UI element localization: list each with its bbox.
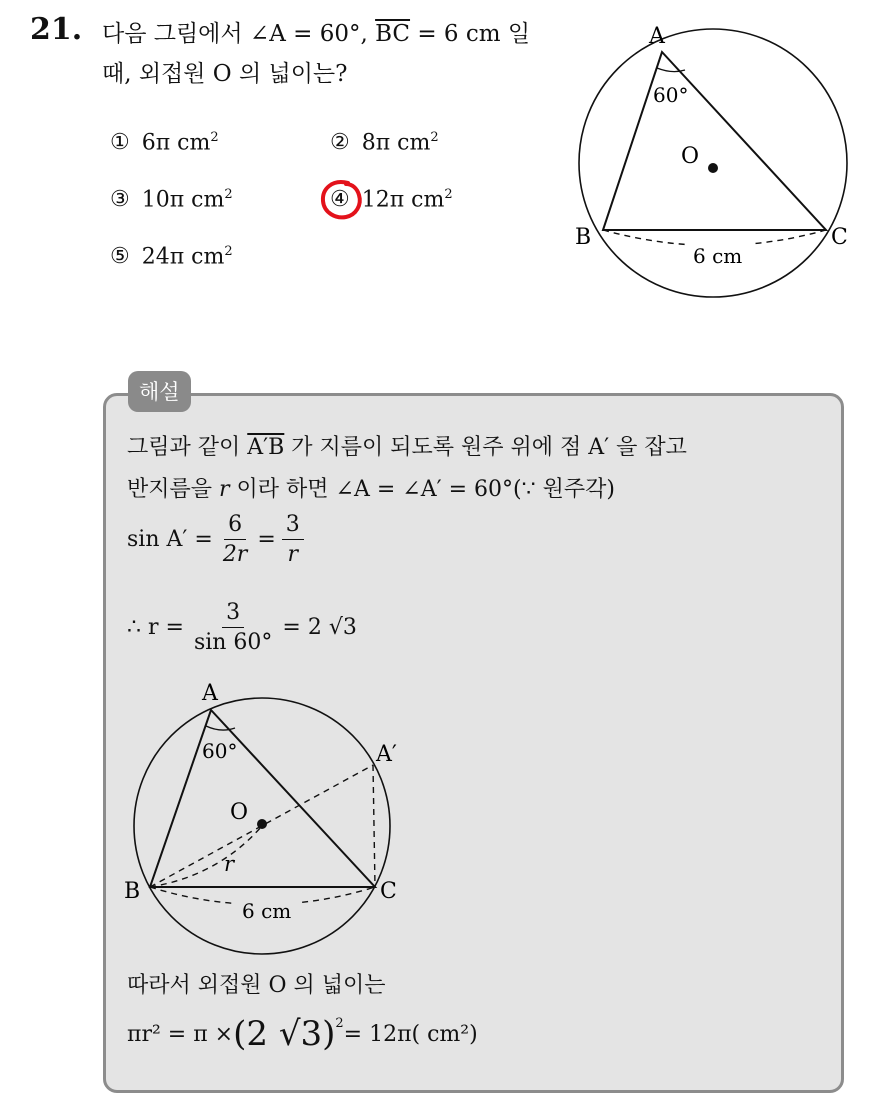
question-line-2: 때, 외접원 O 의 넓이는? <box>102 61 348 87</box>
question-number: 21. <box>30 12 83 47</box>
solution-label-o: O <box>230 800 249 825</box>
solution-label-a: A <box>202 681 218 706</box>
equation-sine <box>127 512 310 567</box>
question-line-1 <box>102 14 562 54</box>
label-a: A <box>649 24 665 49</box>
choice-5-text: 24π cm <box>141 244 225 270</box>
solution-label-a-prime: A′ <box>376 742 397 767</box>
final-equation-paren: (2 √3) <box>233 1014 336 1054</box>
question-text <box>102 14 562 94</box>
choice-5-exponent: 2 <box>224 244 233 259</box>
choice-1-text: 6π cm <box>141 130 211 156</box>
choice-4-value <box>362 187 453 212</box>
triangle-abc <box>603 52 826 230</box>
solution-label-angle: 60° <box>202 739 238 763</box>
solution-label-base: 6 cm <box>242 899 292 923</box>
final-equation <box>127 1014 478 1054</box>
solution-conclusion: 따라서 외접원 O 의 넓이는 <box>127 973 386 998</box>
choice-4-text: 12π cm <box>361 187 445 213</box>
solution-line-2-end: 이라 하면 ∠A = ∠A′ = 60°(∵ 원주각) <box>229 477 615 502</box>
equation-radius <box>127 600 357 655</box>
choice-1[interactable] <box>110 130 219 155</box>
figure-circumcircle <box>565 18 865 303</box>
choice-2-text: 8π cm <box>361 130 431 156</box>
fraction-3-over-sin60 <box>190 600 276 655</box>
choice-3-value <box>142 187 233 212</box>
label-angle: 60° <box>653 83 689 107</box>
choice-2[interactable] <box>330 130 439 155</box>
choice-2-number: ② <box>330 130 350 156</box>
choice-1-number: ① <box>110 130 130 156</box>
fraction-3-over-r-numerator: 3 <box>282 512 304 540</box>
segment-bc: $\overline{BC}$ <box>375 21 411 47</box>
segment-a2b: A′B <box>247 435 285 460</box>
choice-1-value <box>142 130 219 155</box>
equation-sine-lhs: sin A′ = <box>127 527 213 552</box>
label-b: B <box>575 225 592 250</box>
equation-radius-rhs: = 2 √3 <box>282 615 357 640</box>
choice-5[interactable] <box>110 244 233 269</box>
figure-solution-circle <box>118 676 418 961</box>
choice-2-value <box>362 130 439 155</box>
solution-tag: 해설 <box>128 371 191 412</box>
answer-mark-circle <box>318 177 366 223</box>
radius-symbol: r <box>219 477 230 502</box>
fraction-6-over-2r <box>219 512 252 567</box>
center-point <box>708 163 718 173</box>
choice-4-number: ④ <box>330 187 350 213</box>
fraction-3-over-r <box>282 512 304 567</box>
label-base: 6 cm <box>693 244 743 268</box>
final-equation-exponent: 2 <box>335 1016 344 1031</box>
fraction-3-over-sin60-numerator: 3 <box>222 600 244 628</box>
choice-5-value <box>142 244 233 269</box>
solution-angle-arc <box>206 726 235 730</box>
choice-2-exponent: 2 <box>430 130 439 145</box>
label-c: C <box>831 225 848 250</box>
solution-label-c: C <box>380 879 397 904</box>
solution-line-1-start: 그림과 같이 <box>127 435 248 460</box>
fraction-6-over-2r-numerator: 6 <box>224 512 246 540</box>
label-o: O <box>681 144 700 169</box>
segment-a2c <box>373 765 375 887</box>
question-line-1-end: = 6 cm 일 <box>410 21 531 47</box>
choice-3-number: ③ <box>110 187 130 213</box>
fraction-6-over-2r-denominator: 2r <box>222 542 248 567</box>
choice-3-exponent: 2 <box>224 187 233 202</box>
solution-line-1 <box>127 430 687 461</box>
radius-brace <box>150 826 262 887</box>
choice-1-exponent: 2 <box>210 130 219 145</box>
choice-4-exponent: 2 <box>444 187 453 202</box>
solution-triangle-abc <box>150 710 375 887</box>
question-line-1-start: 다음 그림에서 ∠A = 60°, <box>102 21 376 47</box>
choice-3[interactable] <box>110 187 233 212</box>
solution-label-b: B <box>124 879 141 904</box>
solution-line-1-end: 가 지름이 되도록 원주 위에 점 A′ 을 잡고 <box>284 435 687 460</box>
choice-3-text: 10π cm <box>141 187 225 213</box>
solution-center-point <box>257 819 267 829</box>
choice-5-number: ⑤ <box>110 244 130 270</box>
solution-line-2 <box>127 472 615 503</box>
equation-radius-lhs: ∴ r = <box>127 615 184 640</box>
fraction-3-over-r-denominator: r <box>287 542 299 567</box>
angle-arc <box>657 68 685 72</box>
solution-label-r: r <box>224 852 235 876</box>
final-equation-lhs: πr² = π × <box>127 1021 234 1047</box>
final-equation-rhs: = 12π( cm²) <box>343 1021 478 1047</box>
solution-line-2-start: 반지름을 <box>127 477 220 502</box>
fraction-3-over-sin60-denominator: sin 60° <box>193 630 273 655</box>
equation-sine-equals: = <box>257 527 276 552</box>
